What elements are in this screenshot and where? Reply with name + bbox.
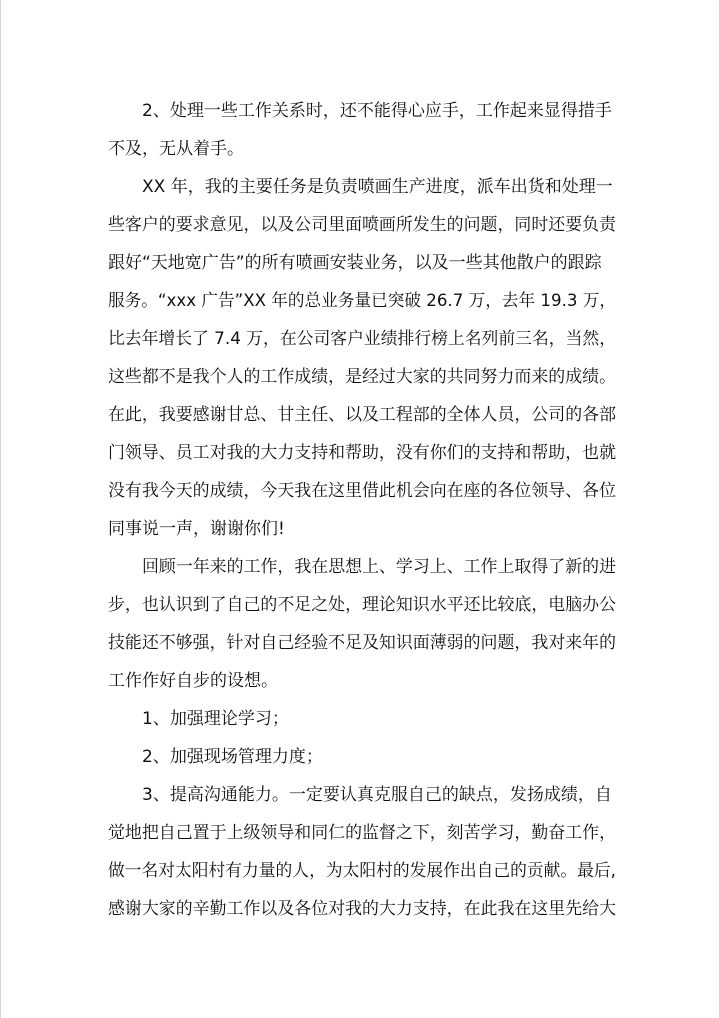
text-line: 同事说一声，谢谢你们! [108, 519, 285, 539]
text-line: 服务。“xxx 广告”XX 年的总业务量已突破 26.7 万，去年 19.3 万， [108, 291, 616, 311]
text-line: 这些都不是我个人的工作成绩，是经过大家的共同努力而来的成绩。 [108, 367, 616, 387]
text-line: XX 年，我的主要任务是负责喷画生产进度，派车出货和处理一 [142, 177, 613, 197]
text-line: 感谢大家的辛勤工作以及各位对我的大力支持，在此我在这里先给大 [108, 899, 616, 919]
text-line: 1、加强理论学习； [142, 709, 289, 729]
text-line: 2、加强现场管理力度； [142, 747, 323, 767]
text-line: 跟好“天地宽广告”的所有喷画安装业务，以及一些其他散户的跟踪 [108, 253, 602, 273]
text-line: 不及，无从着手。 [108, 139, 244, 159]
text-line: 3、提高沟通能力。一定要认真克服自己的缺点，发扬成绩，自 [142, 785, 612, 805]
text-line: 觉地把自己置于上级领导和同仁的监督之下，刻苦学习，勤奋工作， [108, 823, 616, 843]
text-line: 做一名对太阳村有力量的人，为太阳村的发展作出自己的贡献。最后, [108, 861, 616, 881]
text-line: 些客户的要求意见，以及公司里面喷画所发生的问题，同时还要负责 [108, 215, 616, 235]
text-line: 技能还不够强，针对自己经验不足及知识面薄弱的问题，我对来年的 [108, 633, 616, 653]
text-line: 回顾一年来的工作，我在思想上、学习上、工作上取得了新的进 [142, 557, 616, 577]
text-line: 步，也认识到了自己的不足之处，理论知识水平还比较底，电脑办公 [108, 595, 616, 615]
text-line: 2、处理一些工作关系时，还不能得心应手，工作起来显得措手 [142, 101, 612, 121]
text-line: 没有我今天的成绩，今天我在这里借此机会向在座的各位领导、各位 [108, 481, 616, 501]
text-line: 在此，我要感谢甘总、甘主任、以及工程部的全体人员，公司的各部 [108, 405, 616, 425]
text-line: 工作作好自步的设想。 [108, 671, 278, 691]
body-text [108, 92, 616, 928]
text-line: 比去年增长了 7.4 万，在公司客户业绩排行榜上名列前三名，当然， [108, 329, 616, 349]
text-line: 门领导、员工对我的大力支持和帮助，没有你们的支持和帮助，也就 [108, 443, 616, 463]
